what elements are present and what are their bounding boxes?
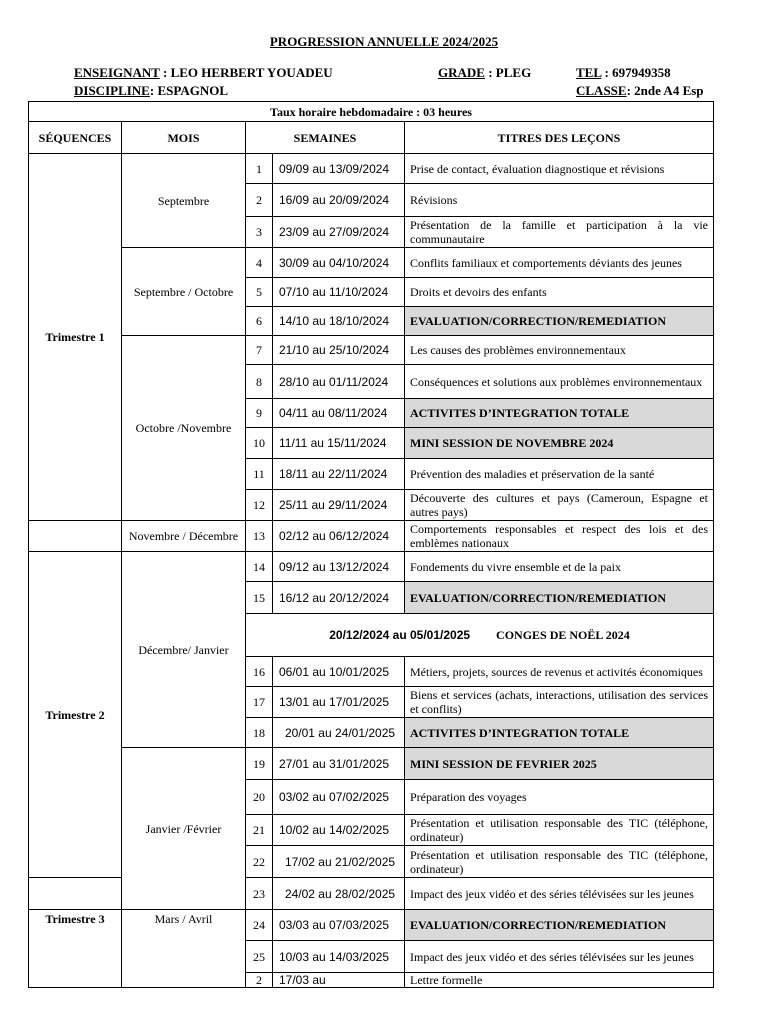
month-september-october: Septembre / Octobre	[122, 248, 246, 336]
week-dates: 30/09 au 04/10/2024	[273, 248, 405, 278]
lesson-title: Fondements du vivre ensemble et de la paix	[405, 552, 714, 582]
lesson-title: Biens et services (achats, interactions, utilisation des services et conflits)	[405, 687, 714, 718]
lesson-title: Découverte des cultures et pays (Cameroun, Espagne et autres pays)	[405, 490, 714, 521]
teacher-line: ENSEIGNANT : LEO HERBERT YOUADEU	[74, 65, 333, 80]
lesson-title: Présentation de la famille et participation à la vie communautaire	[405, 217, 714, 248]
week-number: 13	[246, 521, 273, 552]
week-dates: 06/01 au 10/01/2025	[273, 657, 405, 687]
trimester-2: Trimestre 2	[29, 552, 122, 878]
lesson-title-mini-session: MINI SESSION DE NOVEMBRE 2024	[405, 428, 714, 459]
week-number: 20	[246, 780, 273, 815]
trimester-1: Trimestre 1	[29, 154, 122, 521]
week-dates: 23/09 au 27/09/2024	[273, 217, 405, 248]
week-dates: 09/12 au 13/12/2024	[273, 552, 405, 582]
lesson-title: Les causes des problèmes environnementaux	[405, 336, 714, 365]
week-number: 17	[246, 687, 273, 718]
week-dates: 11/11 au 15/11/2024	[273, 428, 405, 459]
week-dates: 18/11 au 22/11/2024	[273, 459, 405, 490]
lesson-title: Comportements responsables et respect des lois et des emblèmes nationaux	[405, 521, 714, 552]
col-header-sequences: SÉQUENCES	[29, 122, 122, 154]
week-dates: 17/02 au 21/02/2025	[273, 846, 405, 878]
week-dates: 07/10 au 11/10/2024	[273, 278, 405, 307]
lesson-title-mini-session: MINI SESSION DE FEVRIER 2025	[405, 748, 714, 780]
week-dates: 13/01 au 17/01/2025	[273, 687, 405, 718]
lesson-title: Révisions	[405, 184, 714, 217]
lesson-title: Préparation des voyages	[405, 780, 714, 815]
weekly-hours: Taux horaire hebdomadaire : 03 heures	[29, 102, 714, 122]
week-number: 22	[246, 846, 273, 878]
table-row	[29, 748, 714, 780]
week-dates: 09/09 au 13/09/2024	[273, 154, 405, 184]
week-number: 10	[246, 428, 273, 459]
table-row	[29, 248, 714, 278]
week-number: 24	[246, 910, 273, 941]
discipline-line: DISCIPLINE: ESPAGNOL	[74, 83, 229, 98]
month-january-february: Janvier /Février	[122, 748, 246, 910]
discipline-value: ESPAGNOL	[157, 83, 229, 98]
lesson-title: Droits et devoirs des enfants	[405, 278, 714, 307]
week-dates: 25/11 au 29/11/2024	[273, 490, 405, 521]
teacher-name: LEO HERBERT YOUADEU	[170, 65, 333, 80]
tel-label: TEL	[576, 65, 602, 80]
week-dates: 14/10 au 18/10/2024	[273, 307, 405, 336]
week-number: 16	[246, 657, 273, 687]
week-dates: 24/02 au 28/02/2025	[273, 878, 405, 910]
week-number: 5	[246, 278, 273, 307]
grade-value: PLEG	[495, 65, 532, 80]
lesson-title: Lettre formelle	[405, 973, 714, 988]
week-number: 8	[246, 365, 273, 399]
class-label: CLASSE	[576, 83, 627, 98]
tel-line: TEL : 697949358	[576, 65, 671, 80]
class-value: 2nde A4 Esp	[634, 83, 704, 98]
week-dates: 20/01 au 24/01/2025	[273, 718, 405, 748]
lesson-title: Présentation et utilisation responsable des TIC (téléphone, ordinateur)	[405, 846, 714, 878]
empty-sequence-cell	[29, 878, 122, 910]
week-dates: 16/09 au 20/09/2024	[273, 184, 405, 217]
lesson-title: Conflits familiaux et comportements déviants des jeunes	[405, 248, 714, 278]
month-november-december: Novembre / Décembre	[122, 521, 246, 552]
week-number: 18	[246, 718, 273, 748]
week-number: 14	[246, 552, 273, 582]
lesson-title-integration: ACTIVITES D’INTEGRATION TOTALE	[405, 718, 714, 748]
month-september: Septembre	[122, 154, 246, 248]
week-dates: 16/12 au 20/12/2024	[273, 582, 405, 614]
week-number: 19	[246, 748, 273, 780]
week-number: 7	[246, 336, 273, 365]
col-header-month: MOIS	[122, 122, 246, 154]
table-row	[29, 552, 714, 582]
week-dates: 27/01 au 31/01/2025	[273, 748, 405, 780]
holiday-label: CONGES DE NOËL 2024	[496, 628, 630, 642]
month-march-april: Mars / Avril	[122, 910, 246, 988]
lesson-title: Impact des jeux vidéo et des séries télévisées sur les jeunes	[405, 878, 714, 910]
holiday-banner	[246, 614, 714, 657]
document-title: PROGRESSION ANNUELLE 2024/2025	[269, 34, 499, 49]
month-october-november: Octobre /Novembre	[122, 336, 246, 521]
lesson-title: Métiers, projets, sources de revenus et activités économiques	[405, 657, 714, 687]
week-number: 15	[246, 582, 273, 614]
week-number: 21	[246, 815, 273, 846]
lesson-title-integration: ACTIVITES D’INTEGRATION TOTALE	[405, 399, 714, 428]
empty-sequence-cell	[29, 521, 122, 552]
week-dates: 28/10 au 01/11/2024	[273, 365, 405, 399]
week-number: 2	[246, 973, 273, 988]
week-dates: 10/03 au 14/03/2025	[273, 941, 405, 973]
trimester-3: Trimestre 3	[29, 910, 122, 988]
week-dates: 10/02 au 14/02/2025	[273, 815, 405, 846]
lesson-title: Présentation et utilisation responsable des TIC (téléphone, ordinateur)	[405, 815, 714, 846]
class-line: CLASSE: 2nde A4 Esp	[576, 83, 704, 98]
week-number: 9	[246, 399, 273, 428]
table-row	[29, 336, 714, 365]
week-number: 25	[246, 941, 273, 973]
week-number: 3	[246, 217, 273, 248]
table-row	[29, 910, 714, 941]
lesson-title: Prévention des maladies et préservation de la santé	[405, 459, 714, 490]
week-dates: 03/03 au 07/03/2025	[273, 910, 405, 941]
week-number: 23	[246, 878, 273, 910]
week-dates: 17/03 au	[273, 973, 405, 988]
week-number: 11	[246, 459, 273, 490]
table-row	[29, 154, 714, 184]
col-header-weeks: SEMAINES	[246, 122, 405, 154]
week-number: 6	[246, 307, 273, 336]
lesson-title-evaluation: EVALUATION/CORRECTION/REMEDIATION	[405, 582, 714, 614]
tel-value: 697949358	[612, 65, 671, 80]
week-dates: 21/10 au 25/10/2024	[273, 336, 405, 365]
table-row	[29, 521, 714, 552]
lesson-title: Conséquences et solutions aux problèmes environnementaux	[405, 365, 714, 399]
week-number: 4	[246, 248, 273, 278]
grade-line: GRADE : PLEG	[438, 65, 532, 80]
week-dates: 02/12 au 06/12/2024	[273, 521, 405, 552]
week-dates: 03/02 au 07/02/2025	[273, 780, 405, 815]
discipline-label: DISCIPLINE	[74, 83, 150, 98]
week-number: 2	[246, 184, 273, 217]
month-december-january: Décembre/ Janvier	[122, 552, 246, 748]
grade-label: GRADE	[438, 65, 485, 80]
lesson-title: Prise de contact, évaluation diagnostique et révisions	[405, 154, 714, 184]
lesson-title-evaluation: EVALUATION/CORRECTION/REMEDIATION	[405, 307, 714, 336]
teacher-label: ENSEIGNANT	[74, 65, 160, 80]
lesson-title: Impact des jeux vidéo et des séries télévisées sur les jeunes	[405, 941, 714, 973]
lesson-title-evaluation: EVALUATION/CORRECTION/REMEDIATION	[405, 910, 714, 941]
week-dates: 04/11 au 08/11/2024	[273, 399, 405, 428]
col-header-titles: TITRES DES LEÇONS	[405, 122, 714, 154]
week-number: 1	[246, 154, 273, 184]
week-number: 12	[246, 490, 273, 521]
progression-table	[28, 101, 714, 988]
holiday-dates: 20/12/2024 au 05/01/2025	[329, 628, 471, 642]
